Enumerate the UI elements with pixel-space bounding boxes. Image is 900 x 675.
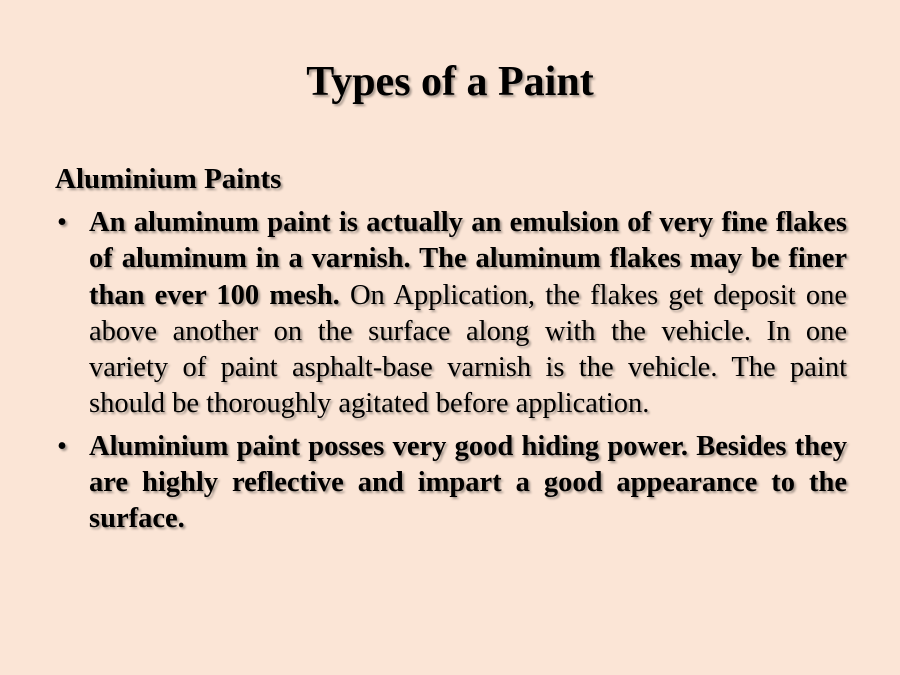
bullet-bold-text: Aluminium paint posses very good hiding power. Besides they are highly reflective and impart a good appearance to the surface. — [89, 430, 847, 535]
bullet-item — [55, 429, 847, 538]
bullet-item — [55, 205, 847, 423]
bullet-text: On Application, the flakes get deposit one above another on the surface along with the vehicle. In one variety of paint asphalt-base varnish is the vehicle. The paint should be thoroughly agitated before application. — [89, 279, 847, 420]
slide-title: Types of a Paint — [306, 59, 594, 105]
section-heading: Aluminium Paints — [55, 163, 282, 195]
bullet-icon: • — [57, 430, 67, 462]
bullet-list — [55, 205, 847, 544]
bullet-icon: • — [57, 207, 67, 238]
bullet-bold-text: An aluminum paint is actually an emulsion of very fine flakes of aluminum in a varnish. The aluminum flakes may be finer than ever 100 mesh. — [89, 207, 847, 311]
